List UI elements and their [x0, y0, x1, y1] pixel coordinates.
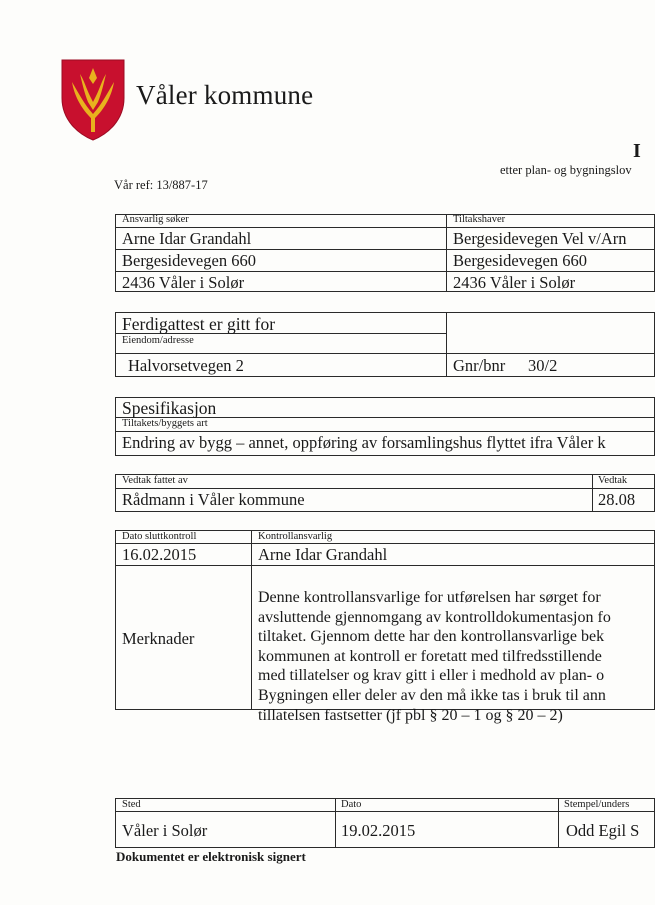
- remarks-line: med tillatelser og krav gitt i eller i medhold av plan- o: [258, 667, 605, 685]
- property-label: Eiendom/adresse: [122, 335, 194, 346]
- applicant-label: Ansvarlig søker: [122, 214, 189, 225]
- applicant-name: Arne Idar Grandahl: [122, 229, 252, 248]
- control-date-value: 16.02.2015: [122, 545, 197, 564]
- law-reference: etter plan- og bygningslov: [500, 163, 632, 177]
- remarks-line: avsluttende gjennomgang av kontrolldokumentasjon fo: [258, 608, 611, 626]
- our-reference: Vår ref: 13/887-17: [114, 178, 208, 192]
- control-responsible-value: Arne Idar Grandahl: [258, 545, 388, 564]
- place-label: Sted: [122, 799, 141, 810]
- applicant-street: Bergesidevegen 660: [122, 251, 256, 270]
- signature-date-label: Dato: [341, 799, 362, 810]
- specification-title: Spesifikasjon: [122, 398, 217, 418]
- signature-date-value: 19.02.2015: [341, 821, 416, 840]
- remarks-line: tillatelsen fastsetter (jf pbl § 20 – 1 og § 20 – 2): [258, 706, 563, 724]
- property-address: Halvorsetvegen 2: [128, 356, 244, 375]
- decision-by-value: Rådmann i Våler kommune: [122, 490, 305, 509]
- control-responsible-label: Kontrollansvarlig: [258, 531, 333, 542]
- building-type-value: Endring av bygg – annet, oppføring av forsamlingshus flyttet ifra Våler k: [122, 433, 606, 452]
- place-value: Våler i Solør: [122, 821, 208, 840]
- remarks-label: Merknader: [122, 629, 195, 648]
- developer-label: Tiltakshaver: [453, 214, 506, 225]
- stamp-label: Stempel/unders: [564, 799, 630, 810]
- certificate-title: Ferdigattest er gitt for: [122, 314, 276, 334]
- organization-name: Våler kommune: [136, 80, 314, 110]
- gnr-value: 30/2: [528, 356, 558, 375]
- decision-by-label: Vedtak fattet av: [122, 475, 188, 486]
- remarks-line: Denne kontrollansvarlige for utførelsen har sørget for: [258, 589, 601, 606]
- remarks-text: [258, 588, 611, 725]
- control-date-label: Dato sluttkontroll: [122, 531, 197, 542]
- coat-of-arms-logo: [60, 58, 126, 142]
- remarks-line: Bygningen eller deler av den må ikke tas i bruk til ann: [258, 686, 606, 704]
- decision-date-value: 28.08: [598, 490, 636, 509]
- developer-name: Bergesidevegen Vel v/Arn: [453, 229, 627, 248]
- signer-name: Odd Egil S: [566, 821, 640, 840]
- gnr-label: Gnr/bnr: [453, 356, 506, 375]
- document-title: I: [633, 140, 641, 162]
- developer-city: 2436 Våler i Solør: [453, 273, 576, 292]
- electronic-signature-note: Dokumentet er elektronisk signert: [116, 849, 306, 864]
- remarks-line: kommunen at kontroll er foretatt med tilfredsstillende: [258, 647, 602, 665]
- applicant-city: 2436 Våler i Solør: [122, 273, 245, 292]
- remarks-line: tiltaket. Gjennom dette har den kontrollansvarlige bek: [258, 628, 605, 646]
- building-type-label: Tiltakets/byggets art: [122, 418, 208, 429]
- decision-date-label: Vedtak: [598, 475, 628, 486]
- developer-street: Bergesidevegen 660: [453, 251, 587, 270]
